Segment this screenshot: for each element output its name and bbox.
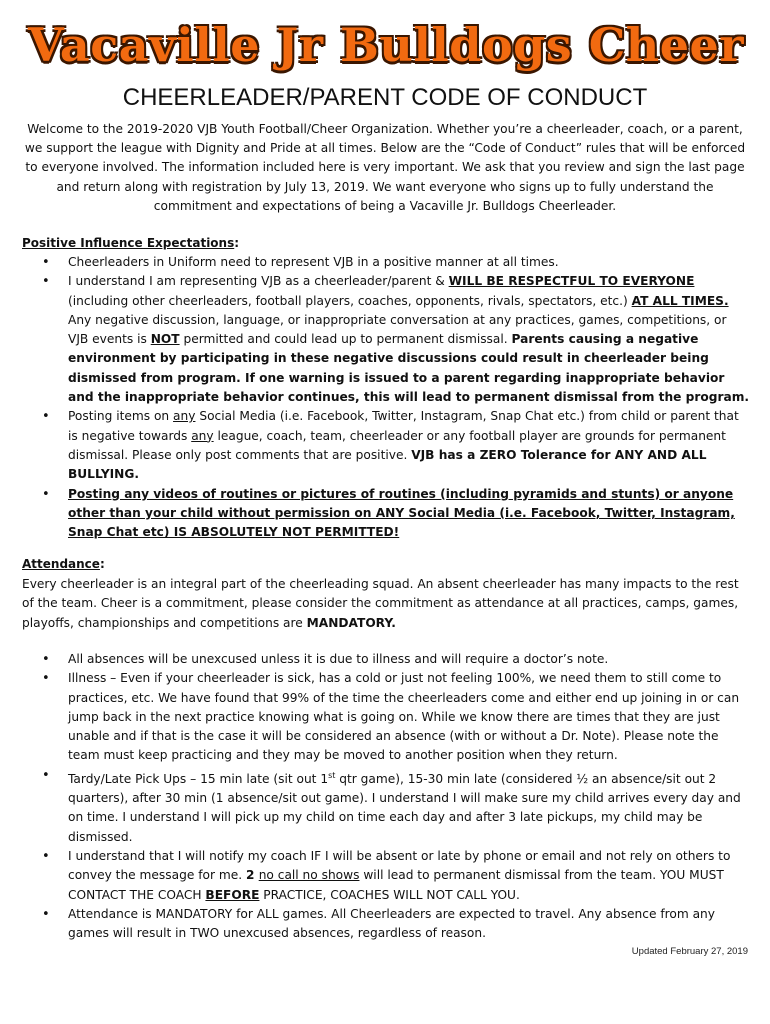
list-item [22,485,750,543]
item-text: permitted and could lead up to permanent dismissal. [179,332,512,347]
item-text: Social Media (i.e. Facebook, Twitter, Instagram, Snap Chat etc.) from child or parent that is negative towards [68,409,739,443]
item-emphasis: WILL BE RESPECTFUL TO EVERYONE [448,274,695,289]
list-item [22,905,750,944]
item-text: Tardy/Late Pick Ups – 15 min late (sit out 1 [68,771,329,786]
section-heading-text: Attendance [22,557,100,571]
item-text: All absences will be unexcused unless it is due to illness and will require a doctor’s note. [68,652,609,666]
item-emphasis: Parents causing a negative environment by participating in these negative discussions could result in cheerleader being dismissed from program. If one warning is issued to a parent regarding inappropriate behavior and the inappropriate behavior continues, this will lead to permanent dismissal from the program. [68,332,750,405]
item-emphasis: NOT [150,332,180,347]
item-emphasis: VJB has a ZERO Tolerance for ANY AND ALL BULLYING. [68,447,707,482]
item-text: will lead to permanent dismissal from the team. YOU MUST CONTACT THE COACH [68,868,724,902]
attendance-list [22,650,750,944]
list-item [22,272,750,407]
section-heading-attendance [22,555,105,574]
item-text: league, coach, team, cheerleader or any football player are grounds for permanent dismissal. Please only post comments that are positive. [68,428,726,462]
item-text: Attendance is MANDATORY for ALL games. All Cheerleaders are expected to travel. Any absence from any games will result in TWO unexcused absences, regardless of reason. [68,906,715,941]
item-emphasis: any [173,409,196,424]
positive-influence-list [22,253,750,542]
list-item [22,669,750,765]
list-item [22,407,750,484]
updated-date: Updated February 27, 2019 [631,946,748,957]
list-item [22,766,750,847]
item-text: qtr game), 15-30 min late (considered ½ an absence/sit out 2 quarters), after 30 min (1 absence/sit out game). I understand I will make sure my child arrives every day and on time. I understand I will pick up my child on time each day and after 3 late pickups, my child may be dismissed. [68,771,741,844]
paragraph-text: Every cheerleader is an integral part of the cheerleading squad. An absent cheerleader has many impacts to the rest of the team. Cheer is a commitment, please consider the commitment as attendance at all practices, camps, games, playoffs, championships and competitions are [22,577,739,630]
heading-colon: : [234,236,240,250]
item-text: Cheerleaders in Uniform need to represent VJB in a positive manner at all times. [68,255,559,269]
attendance-paragraph [22,575,750,633]
intro-paragraph: Welcome to the 2019-2020 VJB Youth Football/Cheer Organization. Whether you’re a cheerleader, coach, or a parent, we support the league with Dignity and Pride at all times. Below are the “Code of Conduct” rules that will be enforced to everyone involved. The information included here is very important. We ask that you review and sign the last page and return along with registration by July 13, 2019. We want everyone who signs up to fully understand the commitment and expectations of being a Vacaville Jr. Bulldogs Cheerleader. [24,122,746,213]
item-emphasis: BEFORE [205,887,260,902]
item-emphasis: 2 [245,868,259,883]
superscript: st [328,770,336,780]
item-text: I understand I am representing VJB as a cheerleader/parent & [68,274,449,289]
list-item [22,847,750,905]
item-text: (including other cheerleaders, football players, coaches, opponents, rivals, spectators, etc.) [68,293,632,308]
page-title: CHEERLEADER/PARENT CODE OF CONDUCT [122,84,648,111]
heading-colon: : [99,557,105,571]
section-heading-positive-influence [22,234,239,253]
section-heading-text: Positive Influence Expectations [22,236,235,250]
list-item [22,650,750,669]
item-emphasis: AT ALL TIMES. [631,293,729,308]
item-text: Posting items on [68,409,174,424]
item-text: Illness – Even if your cheerleader is sick, has a cold or just not feeling 100%, we need them to still come to practices, etc. We have found that 99% of the time the cheerleaders come and either end up joining in or can jump back in the next practice knowing what is going on. While we know there are times that they are just unable and if that is the case it will be considered an absence (with or without a Dr. Note). Please note the team must keep practicing and they may be moved to another position when they return. [68,671,740,763]
item-emphasis: no call no shows [258,868,360,883]
team-logo-title: Vacaville Jr Bulldogs Cheer [27,18,745,72]
item-emphasis: any [191,428,214,443]
paragraph-emphasis: MANDATORY. [306,615,396,630]
list-item [22,253,750,272]
item-text: PRACTICE, COACHES WILL NOT CALL YOU. [259,887,520,902]
item-text: I understand that I will notify my coach IF I will be absent or late by phone or email and not rely on others to convey the message for me. [68,849,731,883]
item-emphasis: Posting any videos of routines or pictures of routines (including pyramids and stunts) or anyone other than your child without permission on ANY Social Media (i.e. Facebook, Twitter, Instagram, Snap Chat etc) IS ABSOLUTELY NOT PERMITTED! [68,486,735,540]
item-text: Any negative discussion, language, or inappropriate conversation at any practices, games, competitions, or VJB events is [68,312,727,347]
